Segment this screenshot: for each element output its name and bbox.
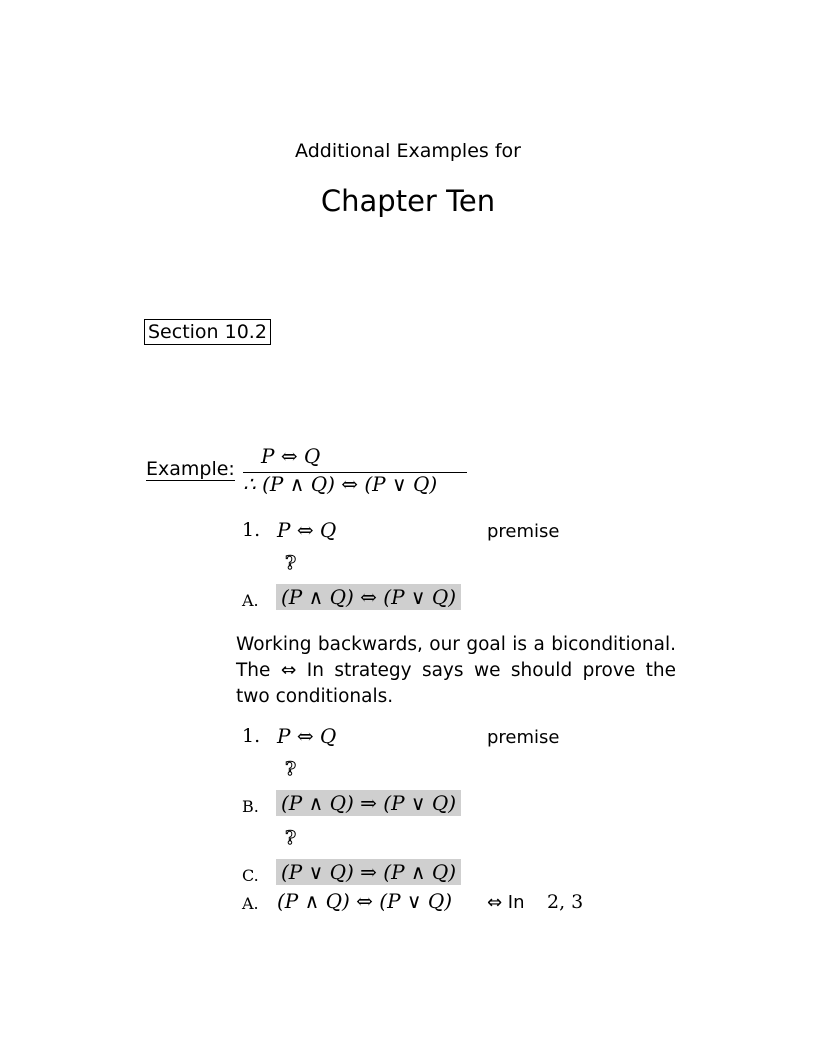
argument-premise: P ⇔ Q [261, 444, 321, 468]
proof1-goal-formula: (P ∧ Q) ⇔ (P ∨ Q) [276, 584, 461, 610]
proof2-conclusion-number: A. [242, 894, 259, 913]
explanation-paragraph: Working backwards, our goal is a biconditional. The ⇔ In strategy says we should prove the two conditionals. [236, 634, 676, 707]
proof2-line-number: 1. [242, 725, 261, 747]
section-heading: Section 10.2 [144, 319, 271, 345]
proof1-goal-number: A. [242, 591, 259, 610]
proof1-reason: premise [487, 521, 560, 542]
proof1-question-mark-icon: ? [285, 552, 297, 574]
proof2-formula: P ⇔ Q [277, 724, 337, 748]
page-title: Chapter Ten [320, 184, 496, 218]
proof2-goal-c-number: C. [242, 866, 259, 885]
proof2-goal-b-number: B. [242, 797, 259, 816]
page-subtitle: Additional Examples for [295, 140, 521, 162]
proof2-conclusion-formula: (P ∧ Q) ⇔ (P ∨ Q) [277, 889, 453, 913]
proof2-reason: premise [487, 727, 560, 748]
proof2-question-mark-icon: ? [285, 827, 297, 849]
proof2-conclusion-reason: ⇔ In [487, 892, 525, 913]
proof1-line-number: 1. [242, 519, 261, 541]
example-label: Example: [146, 458, 235, 480]
proof2-goal-b-formula: (P ∧ Q) ⇒ (P ∨ Q) [276, 790, 461, 816]
argument-conclusion: ∴ (P ∧ Q) ⇔ (P ∨ Q) [243, 472, 438, 496]
proof2-goal-c-formula: (P ∨ Q) ⇒ (P ∧ Q) [276, 859, 461, 885]
proof2-conclusion-citation: 2, 3 [547, 891, 584, 913]
proof2-question-mark-icon: ? [285, 758, 297, 780]
proof1-formula: P ⇔ Q [277, 518, 337, 542]
